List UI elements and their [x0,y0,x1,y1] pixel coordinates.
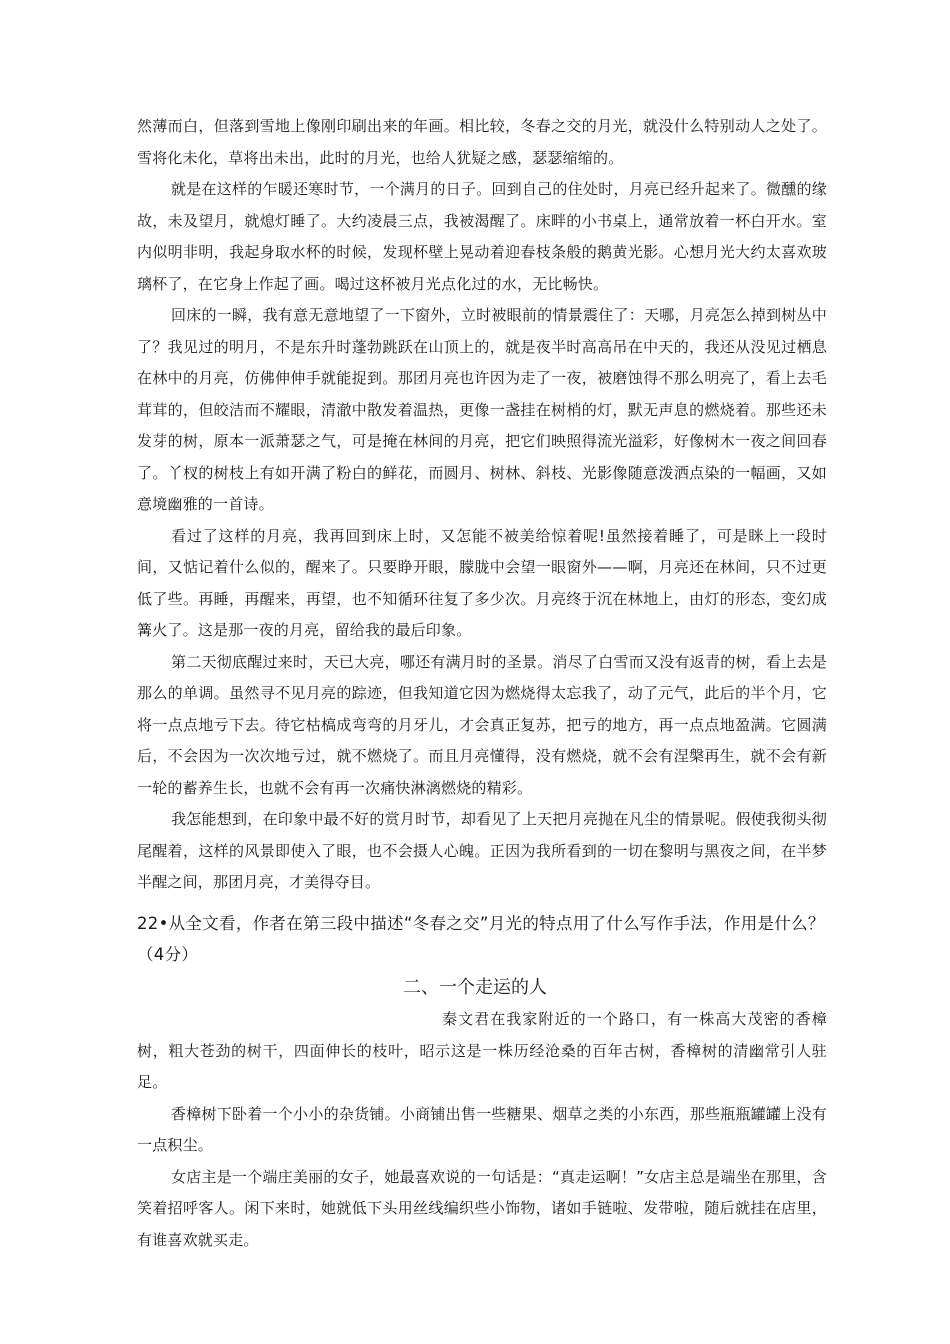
section-2-body [137,1004,827,1256]
section-1-body [137,111,827,899]
paragraph-3: 回床的一瞬，我有意无意地望了一下窗外，立时被眼前的情景震住了：天哪，月亮怎么掉到树丛中了？我见过的明月，不是东升时蓬勃跳跃在山顶上的，就是夜半时高高吊在中天的，我还从没见过栖息在林中的月亮，仿佛伸伸手就能捉到。那团月亮也许因为走了一夜，被磨蚀得不那么明亮了，看上去毛茸茸的，但皎洁而不耀眼，清澈中散发着温热，更像一盏挂在树梢的灯，默无声息的燃烧着。那些还未发芽的树，原本一派萧瑟之气，可是掩在林间的月亮，把它们映照得流光溢彩，好像树木一夜之间回春了。丫杈的树枝上有如开满了粉白的鲜花，而圆月、树林、斜枝、光影像随意泼洒点染的一幅画，又如意境幽雅的一首诗。 [137,306,827,513]
section-2-paragraph-3: 女店主是一个端庄美丽的女子，她最喜欢说的一句话是：“真走运啊！”女店主总是端坐在那里，含笑着招呼客人。闲下来时，她就低下头用丝线编织些小饰物，诸如手链啦、发带啦，随后就挂在店里，有谁喜欢就买走。 [137,1167,827,1249]
paragraph-1: 然薄而白，但落到雪地上像刚印刷出来的年画。相比较，冬春之交的月光，就没什么特别动人之处了。雪将化未化，草将出未出，此时的月光，也给人犹疑之感，瑟瑟缩缩的。 [137,117,827,167]
question-22: 22•从全文看，作者在第三段中描述“冬春之交”月光的特点用了什么写作手法，作用是什么？（4分） [137,914,825,964]
section-2-title: 二、一个走运的人 [403,977,547,998]
section-2-paragraph-1: 秦文君在我家附近的一个路口，有一株高大茂密的香樟树，粗大苍劲的树干，四面伸长的枝叶，昭示这是一株历经沧桑的百年古树，香樟树的清幽常引人驻足。 [137,1010,827,1091]
paragraph-6: 我怎能想到，在印象中最不好的赏月时节，却看见了上天把月亮抛在凡尘的情景呢。假使我彻头彻尾醒着，这样的风景即使入了眼，也不会摄人心魄。正因为我所看到的一切在黎明与黑夜之间，在半梦半醒之间，那团月亮，才美得夺目。 [137,810,827,891]
paragraph-2: 就是在这样的乍暖还寒时节，一个满月的日子。回到自己的住处时，月亮已经升起来了。微醺的缘故，未及望月，就熄灯睡了。大约凌晨三点，我被渴醒了。床畔的小书桌上，通常放着一杯白开水。室内似明非明，我起身取水杯的时候，发现杯壁上晃动着迎春枝条般的鹅黄光影。心想月光大约太喜欢玻璃杯了，在它身上作起了画。喝过这杯被月光点化过的水，无比畅快。 [137,180,827,293]
paragraph-5: 第二天彻底醒过来时，天已大亮，哪还有满月时的圣景。消尽了白雪而又没有返青的树，看上去是那么的单调。虽然寻不见月亮的踪迹，但我知道它因为燃烧得太忘我了，动了元气，此后的半个月，它将一点点地亏下去。待它枯槁成弯弯的月牙儿，才会真正复苏，把亏的地方，再一点点地盈满。它圆满后，不会因为一次次地亏过，就不燃烧了。而且月亮懂得，没有燃烧，就不会有涅槃再生，就不会有新一轮的蓄养生长，也就不会有再一次痛快淋漓燃烧的精彩。 [137,652,827,797]
paragraph-4: 看过了这样的月亮，我再回到床上时，又怎能不被美给惊着呢!虽然接着睡了，可是眯上一段时间，又惦记着什么似的，醒来了。只要睁开眼，朦胧中会望一眼窗外——啊，月亮还在林间，只不过更低了些。再睡，再醒来，再望，也不知循环往复了多少次。月亮终于沉在林地上，由灯的形态，变幻成篝火了。这是那一夜的月亮，留给我的最后印象。 [137,526,827,639]
section-2-paragraph-2: 香樟树下卧着一个小小的杂货铺。小商铺出售一些糖果、烟草之类的小东西，那些瓶瓶罐罐上没有一点积尘。 [137,1104,827,1154]
